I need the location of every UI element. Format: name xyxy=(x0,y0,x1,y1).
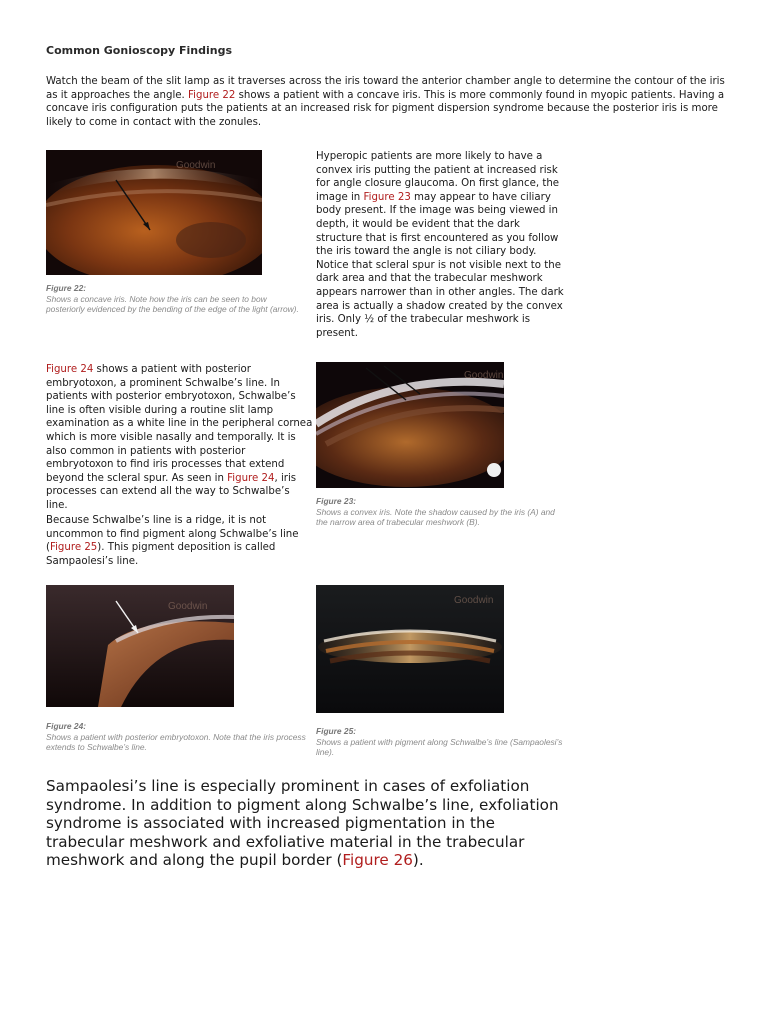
hyperopic-paragraph xyxy=(316,150,566,340)
figure-reference-link[interactable]: Figure 23 xyxy=(363,191,411,203)
figure-reference-link[interactable]: Figure 24 xyxy=(46,364,94,375)
paragraph-text: may appear to have ciliary body present. If the image was being viewed in depth, it would be evident that the dark structure that is first encountered as you follow the iris toward the angle is not ciliary body. Notice that scleral spur is not visible next to the dark area and that the trabecular meshwork appears narrower than in other angles. The dark area is actually a shadow created by the convex iris. Only ½ of the trabecular meshwork is present. xyxy=(316,191,564,339)
paragraph-text: ). xyxy=(412,851,424,870)
figure-reference-link[interactable]: Figure 22 xyxy=(188,89,236,101)
figure-24-caption xyxy=(46,721,308,753)
intro-paragraph xyxy=(46,75,736,129)
paragraph-text: Watch the beam of the slit lamp as it traverses across the iris toward the anterior chamber angle to determine the contour of the iris as it approaches the angle. xyxy=(46,76,725,101)
paragraph-text: ). This pigment deposition is called Sampaolesi’s line. xyxy=(46,542,276,567)
figure-24-watermark: Goodwin xyxy=(168,601,208,612)
ridge-paragraph xyxy=(46,514,313,568)
paragraph-text: shows a patient with posterior embryotoxon, a prominent Schwalbe’s line. In patients with posterior embryotoxon, Schwalbe’s line is often visible during a routine slit lamp examination as a white line in the peripheral cornea which is more visible nasally and temporally. It is also common in patients with posterior embryotoxon to find iris processes that extend beyond the scleral spur. As seen in xyxy=(46,364,313,484)
figure-23-caption xyxy=(316,496,566,528)
figure-reference-link[interactable]: Figure 26 xyxy=(342,851,413,870)
paragraph-text: shows a patient with a concave iris. This is more commonly found in myopic patients. Having a concave iris configuration puts the patients at an increased risk for pigment dispersion syndrome because the posterior iris is more likely to come in contact with the zonules. xyxy=(46,89,725,128)
page-title: Common Gonioscopy Findings xyxy=(46,44,233,57)
figure-22-watermark: Goodwin xyxy=(176,160,216,171)
paragraph-text: Hyperopic patients are more likely to have a convex iris putting the patient at increased risk for angle closure glaucoma. On first glance, the image in xyxy=(316,151,560,203)
figure-22-caption-text: Shows a concave iris. Note how the iris can be seen to bow posteriorly evidenced by the bending of the edge of the light (arrow). xyxy=(46,293,299,314)
figure-23-watermark: Goodwin xyxy=(464,370,504,381)
figure-25-label: Figure 25: xyxy=(316,726,357,736)
figure-22-image xyxy=(46,150,262,275)
figure-24-label: Figure 24: xyxy=(46,721,87,731)
figure-reference-link[interactable]: Figure 24 xyxy=(227,472,275,484)
figure-23-image xyxy=(316,362,504,488)
figure-23-caption-text: Shows a convex iris. Note the shadow caused by the iris (A) and the narrow area of trabecular meshwork (B). xyxy=(316,506,555,527)
figure-24-image xyxy=(46,585,234,707)
figure-reference-link[interactable]: Figure 25 xyxy=(49,542,98,554)
figure-25-caption xyxy=(316,726,566,758)
figure-23-label: Figure 23: xyxy=(316,496,357,506)
paragraph-text: Sampaolesi’s line is especially prominent in cases of exfoliation syndrome. In addition to pigment along Schwalbe’s line, exfoliation syndrome is associated with increased pigmentation in the trabecular meshwork and exfoliative material in the trabecular meshwork and along the pupil border ( xyxy=(46,777,559,870)
paragraph-text: Because Schwalbe’s line is a ridge, it is not uncommon to find pigment along Schwalbe’s line ( xyxy=(46,515,299,554)
figure-22-label: Figure 22: xyxy=(46,283,87,293)
figure-24-caption-text: Shows a patient with posterior embryotoxon. Note that the iris process extends to Schwalbe’s line. xyxy=(46,731,306,752)
paragraph-text: , iris processes can extend all the way to Schwalbe’s line. xyxy=(46,472,297,511)
figure-25-watermark: Goodwin xyxy=(454,595,494,606)
figure-25-image xyxy=(316,585,504,713)
figure-25-caption-text: Shows a patient with pigment along Schwalbe’s line (Sampaolesi’s line). xyxy=(316,736,563,757)
embryotoxon-paragraph xyxy=(46,363,313,513)
closing-paragraph xyxy=(46,777,566,870)
figure-22-caption xyxy=(46,283,304,315)
